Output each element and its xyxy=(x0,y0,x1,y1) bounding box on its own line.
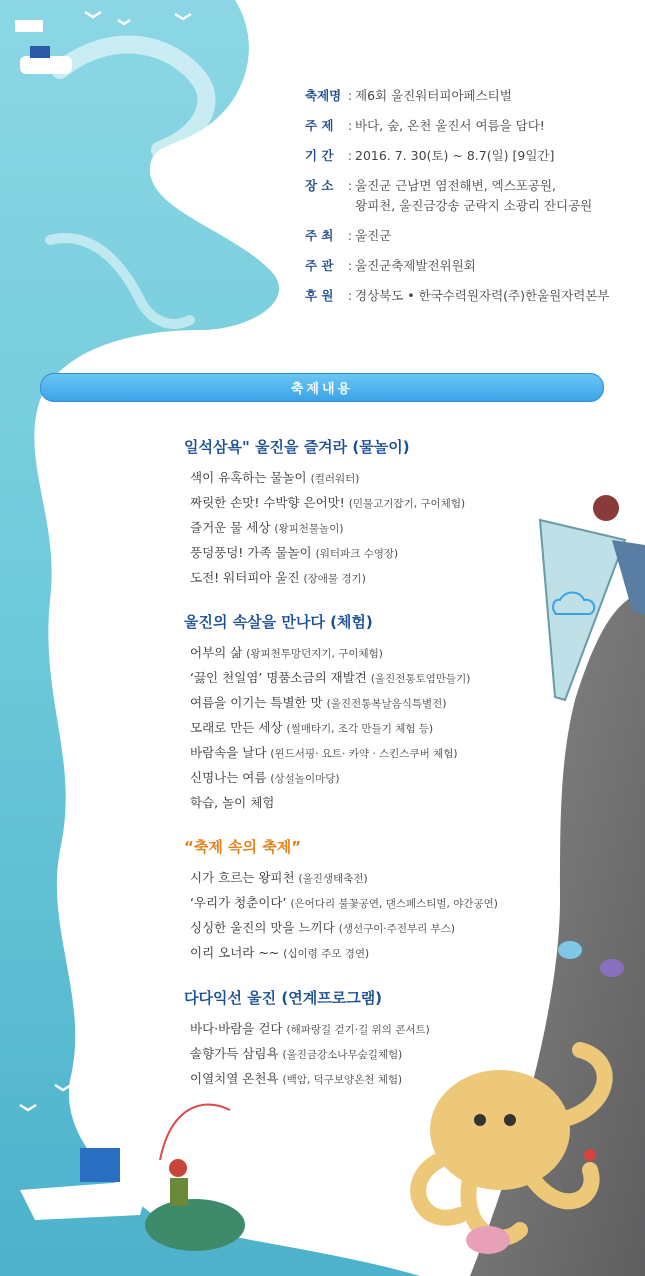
info-row-venue xyxy=(305,176,610,216)
section-festival-in-festival xyxy=(184,836,498,965)
info-row-host xyxy=(305,226,610,246)
info-value: 제6회 울진워터피아페스티벌 xyxy=(355,88,512,103)
section-title: 울진의 속살을 만나다 (체험) xyxy=(184,613,373,631)
list-item: 싱싱한 울진의 맛을 느끼다 (생선구이·주전부리 부스) xyxy=(190,920,456,935)
info-colon: : xyxy=(347,118,353,133)
list-item: 풍덩풍덩! 가족 물놀이 (워터파크 수영장) xyxy=(190,545,399,560)
info-row-organizer xyxy=(305,256,610,276)
festival-info xyxy=(305,86,610,316)
info-value: 경상북도 • 한국수력원자력(주)한울원자력본부 xyxy=(355,288,610,303)
list-item: 신명나는 여름 (상설놀이마당) xyxy=(190,770,340,785)
info-label: 주 제 xyxy=(305,118,334,133)
info-value: 바다, 숲, 온천 울진서 여름을 담다! xyxy=(355,118,545,133)
section-experience xyxy=(184,611,470,815)
info-colon: : xyxy=(347,258,353,273)
list-item: 바다·바람을 걷다 (해파랑길 걷기·길 위의 콘서트) xyxy=(190,1021,430,1036)
section-water-play xyxy=(184,436,465,590)
list-item: 시가 흐르는 왕피천 (울진생태축전) xyxy=(190,870,368,885)
list-item: 즐거운 물 세상 (왕피천물놀이) xyxy=(190,520,344,535)
list-item: 도전! 워터피아 울진 (장애물 경기) xyxy=(190,570,366,585)
section-title: 다다익선 울진 (연계프로그램) xyxy=(184,989,383,1007)
info-value: 울진군 xyxy=(355,228,392,243)
section-title: 일석삼욕" 울진을 즐겨라 (물놀이) xyxy=(184,438,410,456)
info-label: 축제명 xyxy=(305,88,342,103)
list-item: 이열치열 온천욕 (백암, 덕구보양온천 체험) xyxy=(190,1071,403,1086)
festival-contents-banner: 축제내용 xyxy=(40,373,604,402)
list-item: 바람속을 날다 (윈드서핑· 요트· 카약 · 스킨스쿠버 체험) xyxy=(190,745,458,760)
info-colon: : xyxy=(347,288,353,303)
info-value: 울진군축제발전위원회 xyxy=(355,258,476,273)
info-label: 주 관 xyxy=(305,258,334,273)
info-label: 후 원 xyxy=(305,288,334,303)
info-row-name xyxy=(305,86,610,106)
info-label: 장 소 xyxy=(305,178,334,193)
info-row-theme xyxy=(305,116,610,136)
info-label: 주 최 xyxy=(305,228,334,243)
list-item: ‘끓인 천일염’ 명품소금의 재발견 (울진전통토염만들기) xyxy=(190,670,471,685)
list-item: 모래로 만든 세상 (썰매타기, 조각 만들기 체험 등) xyxy=(190,720,434,735)
list-item: 솔향가득 삼림욕 (울진금강소나무숲길체험) xyxy=(190,1046,403,1061)
info-colon: : xyxy=(347,178,353,193)
list-item: 어부의 삶 (왕피천투망던지기, 구이체험) xyxy=(190,645,383,660)
section-linked-programs xyxy=(184,987,430,1091)
info-row-period xyxy=(305,146,610,166)
info-label: 기 간 xyxy=(305,148,334,163)
info-row-sponsor xyxy=(305,286,610,306)
list-item: 여름을 이기는 특별한 맛 (울진전통복날음식특별전) xyxy=(190,695,447,710)
info-value: 울진군 근남면 염전해변, 엑스포공원, 왕피천, 울진금강송 군락지 소광리 잔디공원 xyxy=(355,178,593,213)
list-item: 짜릿한 손맛! 수박향 은어맛! (민물고기잡기, 구이체험) xyxy=(190,495,466,510)
list-item: ‘우리가 청춘이다’ (은어다리 불꽃공연, 댄스페스티벌, 야간공연) xyxy=(190,895,498,910)
section-title: “축제 속의 축제” xyxy=(184,838,302,856)
info-value: 2016. 7. 30(토) ~ 8.7(일) [9일간] xyxy=(355,148,555,163)
list-item: 이리 오너라 ~~ (십이령 주모 경연) xyxy=(190,945,370,960)
info-colon: : xyxy=(347,228,353,243)
info-colon: : xyxy=(347,148,353,163)
list-item: 색이 유혹하는 물놀이 (컬러워터) xyxy=(190,470,360,485)
info-colon: : xyxy=(347,88,353,103)
list-item: 학습, 놀이 체험 xyxy=(190,795,275,810)
